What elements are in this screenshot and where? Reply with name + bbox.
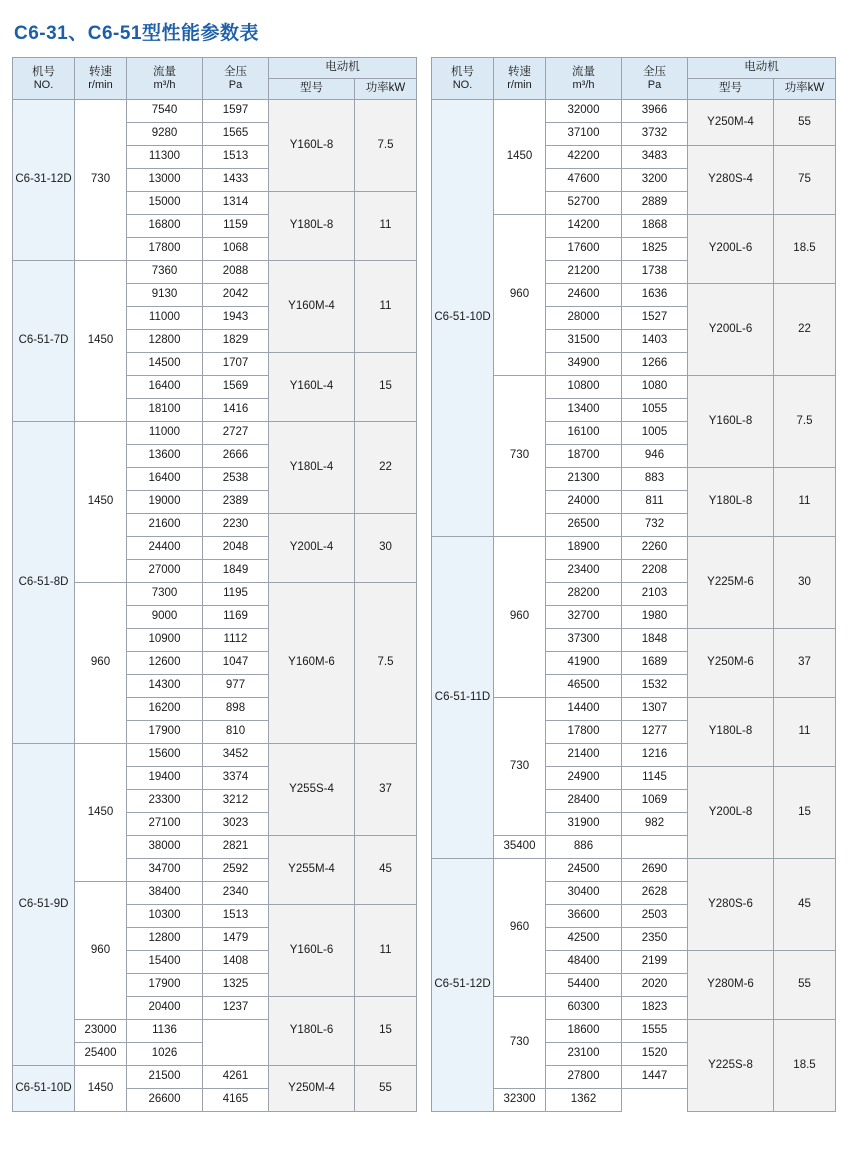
cell-pressure: 811: [622, 491, 688, 514]
cell-pressure: 2048: [203, 537, 269, 560]
cell-pressure: 3212: [203, 790, 269, 813]
header-no: 机号 NO.: [13, 58, 75, 100]
cell-pressure: 1237: [203, 997, 269, 1020]
cell-flow: 13000: [127, 169, 203, 192]
cell-speed: 960: [494, 537, 546, 698]
cell-fan-no: C6-51-9D: [13, 744, 75, 1066]
cell-fan-no: C6-51-8D: [13, 422, 75, 744]
cell-motor-power: 75: [774, 146, 836, 215]
cell-speed: 730: [494, 997, 546, 1089]
table-body-right: [432, 100, 836, 1112]
cell-pressure: 977: [203, 675, 269, 698]
cell-flow: 32000: [546, 100, 622, 123]
cell-pressure: 2592: [203, 859, 269, 882]
cell-pressure: 1080: [622, 376, 688, 399]
cell-motor-power: 11: [355, 905, 417, 997]
cell-flow: 36600: [546, 905, 622, 928]
cell-pressure: 2628: [622, 882, 688, 905]
cell-pressure: 1112: [203, 629, 269, 652]
cell-pressure: 1829: [203, 330, 269, 353]
cell-flow: 41900: [546, 652, 622, 675]
cell-speed: 960: [494, 859, 546, 997]
cell-pressure: 1069: [622, 790, 688, 813]
cell-motor-model: Y180L-8: [269, 192, 355, 261]
cell-pressure: 3483: [622, 146, 688, 169]
cell-flow: 46500: [546, 675, 622, 698]
cell-speed: 960: [75, 583, 127, 744]
cell-flow: 38000: [127, 836, 203, 859]
cell-pressure: 1513: [203, 146, 269, 169]
cell-pressure: 1403: [622, 330, 688, 353]
cell-flow: 21200: [546, 261, 622, 284]
cell-pressure: 1707: [203, 353, 269, 376]
cell-flow: 16200: [127, 698, 203, 721]
cell-motor-power: 45: [774, 859, 836, 951]
cell-flow: 35400: [494, 836, 546, 859]
cell-fan-no: C6-51-12D: [432, 859, 494, 1112]
cell-motor-model: Y200L-6: [688, 215, 774, 284]
cell-flow: 16400: [127, 376, 203, 399]
cell-flow: 24900: [546, 767, 622, 790]
cell-motor-power: 22: [774, 284, 836, 376]
cell-pressure: 1520: [622, 1043, 688, 1066]
cell-pressure: 1980: [622, 606, 688, 629]
cell-speed: 730: [494, 376, 546, 537]
cell-flow: 18900: [546, 537, 622, 560]
cell-flow: 23400: [546, 560, 622, 583]
cell-pressure: 2389: [203, 491, 269, 514]
cell-flow: 52700: [546, 192, 622, 215]
cell-flow: 24000: [546, 491, 622, 514]
cell-pressure: 3966: [622, 100, 688, 123]
table-row: [432, 537, 836, 560]
cell-flow: 7540: [127, 100, 203, 123]
cell-pressure: 3452: [203, 744, 269, 767]
cell-pressure: 2690: [622, 859, 688, 882]
cell-pressure: 1136: [127, 1020, 203, 1043]
cell-flow: 38400: [127, 882, 203, 905]
cell-flow: 34700: [127, 859, 203, 882]
cell-flow: 27800: [546, 1066, 622, 1089]
cell-flow: 10900: [127, 629, 203, 652]
header-motor-power: 功率kW: [774, 79, 836, 100]
cell-motor-model: Y160L-4: [269, 353, 355, 422]
cell-flow: 23000: [75, 1020, 127, 1043]
cell-pressure: 2889: [622, 192, 688, 215]
header-motor-power: 功率kW: [355, 79, 417, 100]
table-row: [432, 100, 836, 123]
cell-flow: 25400: [75, 1043, 127, 1066]
cell-flow: 10300: [127, 905, 203, 928]
cell-pressure: 1362: [546, 1089, 622, 1112]
cell-motor-model: Y250M-6: [688, 629, 774, 698]
table-row: [13, 100, 417, 123]
cell-flow: 23100: [546, 1043, 622, 1066]
cell-flow: 17600: [546, 238, 622, 261]
cell-flow: 16100: [546, 422, 622, 445]
cell-pressure: 1047: [203, 652, 269, 675]
cell-flow: 21400: [546, 744, 622, 767]
cell-flow: 12800: [127, 330, 203, 353]
cell-motor-model: Y200L-8: [688, 767, 774, 859]
cell-pressure: 4261: [203, 1066, 269, 1089]
header-flow: 流量 m³/h: [546, 58, 622, 100]
cell-flow: 12600: [127, 652, 203, 675]
cell-motor-model: Y200L-6: [688, 284, 774, 376]
header-speed: 转速 r/min: [75, 58, 127, 100]
cell-motor-power: 11: [355, 261, 417, 353]
cell-speed: 1450: [75, 422, 127, 583]
cell-flow: 14200: [546, 215, 622, 238]
cell-speed: 960: [494, 215, 546, 376]
cell-pressure: 1597: [203, 100, 269, 123]
cell-pressure: 1416: [203, 399, 269, 422]
cell-pressure: 3023: [203, 813, 269, 836]
header-speed: 转速 r/min: [494, 58, 546, 100]
cell-pressure: 946: [622, 445, 688, 468]
cell-flow: 15000: [127, 192, 203, 215]
cell-pressure: 1532: [622, 675, 688, 698]
cell-flow: 26500: [546, 514, 622, 537]
cell-flow: 7360: [127, 261, 203, 284]
cell-motor-power: 45: [355, 836, 417, 905]
cell-motor-model: Y200L-4: [269, 514, 355, 583]
cell-motor-model: Y160L-8: [269, 100, 355, 192]
cell-motor-power: 15: [355, 353, 417, 422]
cell-motor-power: 7.5: [774, 376, 836, 468]
cell-flow: 32700: [546, 606, 622, 629]
cell-motor-power: 11: [774, 468, 836, 537]
cell-motor-power: 37: [355, 744, 417, 836]
cell-motor-model: Y180L-8: [688, 468, 774, 537]
cell-speed: 1450: [75, 1066, 127, 1112]
cell-flow: 21600: [127, 514, 203, 537]
page-title: C6-31、C6-51型性能参数表: [14, 23, 259, 44]
cell-motor-model: Y180L-8: [688, 698, 774, 767]
cell-flow: 31900: [546, 813, 622, 836]
cell-flow: 11000: [127, 307, 203, 330]
cell-pressure: 1159: [203, 215, 269, 238]
cell-flow: 17800: [546, 721, 622, 744]
cell-pressure: 2208: [622, 560, 688, 583]
cell-pressure: 1527: [622, 307, 688, 330]
cell-speed: 730: [494, 698, 546, 836]
cell-flow: 54400: [546, 974, 622, 997]
cell-flow: 42200: [546, 146, 622, 169]
cell-motor-power: 18.5: [774, 1020, 836, 1112]
cell-motor-model: Y255M-4: [269, 836, 355, 905]
cell-flow: 37300: [546, 629, 622, 652]
cell-pressure: 2340: [203, 882, 269, 905]
cell-pressure: 2103: [622, 583, 688, 606]
cell-flow: 12800: [127, 928, 203, 951]
table-header-left: [13, 58, 417, 100]
cell-speed: 1450: [494, 100, 546, 215]
table-row: [13, 261, 417, 284]
cell-pressure: 1636: [622, 284, 688, 307]
header-motor: 电动机: [688, 58, 836, 79]
header-motor-model: 型号: [269, 79, 355, 100]
cell-flow: 15600: [127, 744, 203, 767]
cell-pressure: 1433: [203, 169, 269, 192]
cell-flow: 9000: [127, 606, 203, 629]
cell-pressure: 1569: [203, 376, 269, 399]
cell-pressure: 982: [622, 813, 688, 836]
cell-flow: 60300: [546, 997, 622, 1020]
cell-motor-model: Y280S-6: [688, 859, 774, 951]
cell-motor-power: 18.5: [774, 215, 836, 284]
cell-fan-no: C6-51-11D: [432, 537, 494, 859]
cell-flow: 18600: [546, 1020, 622, 1043]
table-row: [13, 1066, 417, 1089]
cell-flow: 15400: [127, 951, 203, 974]
cell-pressure: 2042: [203, 284, 269, 307]
cell-fan-no: C6-51-10D: [432, 100, 494, 537]
cell-motor-model: Y280S-4: [688, 146, 774, 215]
cell-flow: 21500: [127, 1066, 203, 1089]
cell-flow: 28000: [546, 307, 622, 330]
cell-motor-model: Y180L-6: [269, 997, 355, 1066]
cell-flow: 20400: [127, 997, 203, 1020]
cell-motor-model: Y225M-6: [688, 537, 774, 629]
cell-motor-power: 55: [774, 951, 836, 1020]
cell-flow: 47600: [546, 169, 622, 192]
cell-flow: 9130: [127, 284, 203, 307]
cell-pressure: 4165: [203, 1089, 269, 1112]
cell-flow: 16400: [127, 468, 203, 491]
cell-motor-power: 30: [355, 514, 417, 583]
cell-pressure: 1068: [203, 238, 269, 261]
cell-flow: 7300: [127, 583, 203, 606]
cell-pressure: 1216: [622, 744, 688, 767]
cell-pressure: 1026: [127, 1043, 203, 1066]
cell-pressure: 1408: [203, 951, 269, 974]
cell-flow: 17900: [127, 721, 203, 744]
cell-pressure: 2020: [622, 974, 688, 997]
cell-flow: 42500: [546, 928, 622, 951]
header-flow: 流量 m³/h: [127, 58, 203, 100]
cell-pressure: 1555: [622, 1020, 688, 1043]
cell-flow: 14300: [127, 675, 203, 698]
table-body-left: [13, 100, 417, 1112]
cell-pressure: 3732: [622, 123, 688, 146]
cell-pressure: 1005: [622, 422, 688, 445]
cell-pressure: 1868: [622, 215, 688, 238]
cell-speed: 1450: [75, 261, 127, 422]
cell-flow: 23300: [127, 790, 203, 813]
cell-pressure: 1277: [622, 721, 688, 744]
cell-motor-power: 7.5: [355, 100, 417, 192]
cell-flow: 10800: [546, 376, 622, 399]
cell-flow: 14400: [546, 698, 622, 721]
cell-motor-model: Y225S-8: [688, 1020, 774, 1112]
cell-flow: 17900: [127, 974, 203, 997]
cell-pressure: 2821: [203, 836, 269, 859]
table-row: [13, 422, 417, 445]
header-pressure: 全压 Pa: [203, 58, 269, 100]
cell-flow: 31500: [546, 330, 622, 353]
performance-table-right: [431, 57, 836, 1112]
header-pressure: 全压 Pa: [622, 58, 688, 100]
cell-fan-no: C6-51-7D: [13, 261, 75, 422]
cell-pressure: 1314: [203, 192, 269, 215]
cell-flow: 24400: [127, 537, 203, 560]
cell-speed: 960: [75, 882, 127, 1020]
cell-flow: 27000: [127, 560, 203, 583]
cell-pressure: 883: [622, 468, 688, 491]
cell-motor-model: Y180L-4: [269, 422, 355, 514]
cell-motor-model: Y160M-4: [269, 261, 355, 353]
cell-motor-model: Y250M-4: [269, 1066, 355, 1112]
cell-flow: 18700: [546, 445, 622, 468]
cell-motor-power: 22: [355, 422, 417, 514]
cell-flow: 11300: [127, 146, 203, 169]
cell-flow: 11000: [127, 422, 203, 445]
cell-motor-power: 15: [774, 767, 836, 859]
header-motor-model: 型号: [688, 79, 774, 100]
cell-pressure: 3200: [622, 169, 688, 192]
cell-flow: 13600: [127, 445, 203, 468]
cell-flow: 17800: [127, 238, 203, 261]
cell-flow: 24500: [546, 859, 622, 882]
cell-motor-power: 11: [774, 698, 836, 767]
cell-speed: 1450: [75, 744, 127, 882]
cell-flow: 28400: [546, 790, 622, 813]
cell-motor-model: Y250M-4: [688, 100, 774, 146]
cell-pressure: 898: [203, 698, 269, 721]
cell-pressure: 2538: [203, 468, 269, 491]
table-row: [13, 744, 417, 767]
cell-motor-model: Y160M-6: [269, 583, 355, 744]
cell-pressure: 1479: [203, 928, 269, 951]
cell-motor-model: Y255S-4: [269, 744, 355, 836]
cell-pressure: 2666: [203, 445, 269, 468]
cell-flow: 34900: [546, 353, 622, 376]
cell-pressure: 1738: [622, 261, 688, 284]
cell-pressure: 2727: [203, 422, 269, 445]
cell-pressure: 1825: [622, 238, 688, 261]
cell-flow: 14500: [127, 353, 203, 376]
tables-container: [12, 57, 838, 1112]
cell-pressure: 2350: [622, 928, 688, 951]
cell-flow: 18100: [127, 399, 203, 422]
cell-flow: 37100: [546, 123, 622, 146]
cell-motor-power: 55: [355, 1066, 417, 1112]
cell-motor-power: 55: [774, 100, 836, 146]
cell-flow: 13400: [546, 399, 622, 422]
header-motor: 电动机: [269, 58, 417, 79]
cell-pressure: 2230: [203, 514, 269, 537]
cell-flow: 19400: [127, 767, 203, 790]
cell-motor-power: 7.5: [355, 583, 417, 744]
cell-pressure: 886: [546, 836, 622, 859]
cell-flow: 32300: [494, 1089, 546, 1112]
cell-pressure: 1943: [203, 307, 269, 330]
cell-pressure: 1848: [622, 629, 688, 652]
cell-motor-model: Y280M-6: [688, 951, 774, 1020]
cell-flow: 48400: [546, 951, 622, 974]
table-header-right: [432, 58, 836, 100]
cell-pressure: 1823: [622, 997, 688, 1020]
table-row: [432, 859, 836, 882]
cell-flow: 24600: [546, 284, 622, 307]
cell-pressure: 3374: [203, 767, 269, 790]
cell-pressure: 2503: [622, 905, 688, 928]
cell-pressure: 1169: [203, 606, 269, 629]
cell-pressure: 2260: [622, 537, 688, 560]
cell-pressure: 1195: [203, 583, 269, 606]
cell-flow: 16800: [127, 215, 203, 238]
cell-flow: 26600: [127, 1089, 203, 1112]
header-no: 机号 NO.: [432, 58, 494, 100]
cell-pressure: 1307: [622, 698, 688, 721]
cell-motor-model: Y160L-6: [269, 905, 355, 997]
cell-flow: 27100: [127, 813, 203, 836]
cell-pressure: 1565: [203, 123, 269, 146]
cell-flow: 21300: [546, 468, 622, 491]
cell-pressure: 1145: [622, 767, 688, 790]
cell-motor-model: Y160L-8: [688, 376, 774, 468]
cell-flow: 30400: [546, 882, 622, 905]
cell-pressure: 810: [203, 721, 269, 744]
cell-speed: 730: [75, 100, 127, 261]
cell-motor-power: 11: [355, 192, 417, 261]
cell-pressure: 1689: [622, 652, 688, 675]
cell-motor-power: 15: [355, 997, 417, 1066]
cell-pressure: 2088: [203, 261, 269, 284]
cell-fan-no: C6-51-10D: [13, 1066, 75, 1112]
cell-flow: 9280: [127, 123, 203, 146]
cell-pressure: 1266: [622, 353, 688, 376]
cell-motor-power: 37: [774, 629, 836, 698]
cell-pressure: 1447: [622, 1066, 688, 1089]
performance-table-left: [12, 57, 417, 1112]
cell-pressure: 732: [622, 514, 688, 537]
cell-pressure: 1325: [203, 974, 269, 997]
cell-flow: 19000: [127, 491, 203, 514]
cell-fan-no: C6-31-12D: [13, 100, 75, 261]
cell-pressure: 1055: [622, 399, 688, 422]
cell-pressure: 1849: [203, 560, 269, 583]
cell-pressure: 1513: [203, 905, 269, 928]
cell-pressure: 2199: [622, 951, 688, 974]
cell-flow: 28200: [546, 583, 622, 606]
cell-motor-power: 30: [774, 537, 836, 629]
